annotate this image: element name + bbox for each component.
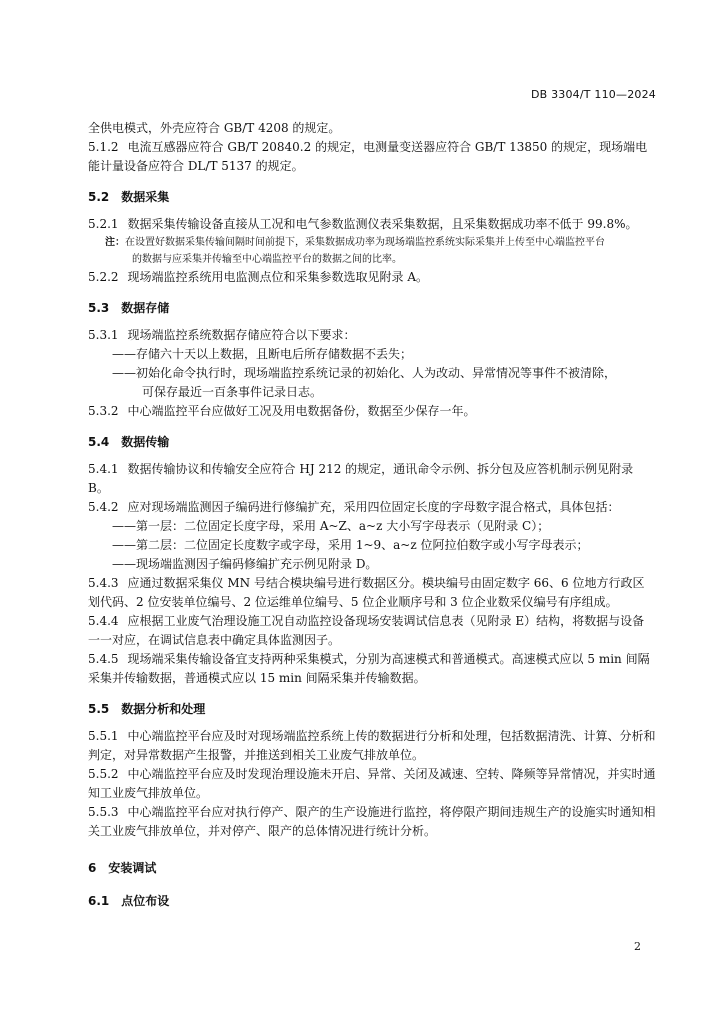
section-title: 数据采集 xyxy=(121,190,170,204)
clause-number: 5.5.1 xyxy=(88,729,119,743)
clause-text: 数据采集传输设备直接从工况和电气参数监测仪表采集数据，且采集数据成功率不低于 99.8%。 xyxy=(127,217,638,231)
clause-text: 中心端监控平台应及时发现治理设施未开启、异常、关闭及减速、空转、降频等异常情况，并实时通知工业废气排放单位。 xyxy=(88,767,656,800)
clause-text: 现场端采集传输设备宜支持两种采集模式，分别为高速模式和普通模式。高速模式应以 5 min 间隔采集并传输数据，普通模式应以 15 min 间隔采集并传输数据。 xyxy=(88,652,650,685)
note-5-2-1 xyxy=(88,234,656,251)
clause-text: 中心端监控平台应做好工况及用电数据备份，数据至少保存一年。 xyxy=(127,404,476,418)
chapter-title: 安装调试 xyxy=(108,861,157,875)
clause-number: 5.3.2 xyxy=(88,404,119,418)
clause-number: 5.5.3 xyxy=(88,805,119,819)
list-item: ——第二层：二位固定长度数字或字母，采用 1~9、a~z 位阿拉伯数字或小写字母表示； xyxy=(112,538,589,552)
list-item: ——初始化命令执行时，现场端监控系统记录的初始化、人为改动、异常情况等事件不被清除， xyxy=(112,366,617,380)
clause-5-1-2 xyxy=(88,138,656,176)
clause-5-4-5 xyxy=(88,650,656,688)
clause-5-3-1 xyxy=(88,326,656,345)
clause-number: 5.4.2 xyxy=(88,500,119,514)
chapter-heading-6 xyxy=(88,859,656,878)
clause-number: 5.2.2 xyxy=(88,270,119,284)
section-number: 6.1 xyxy=(88,894,110,908)
clause-text: 应通过数据采集仪 MN 号结合模块编号进行数据区分。模块编号由固定数字 66、6 位地方行政区划代码、2 位安装单位编号、2 位运维单位编号、5 位企业顺序号和 3 位企业数采仪编号有序组成。 xyxy=(88,576,645,609)
section-title: 数据传输 xyxy=(121,435,170,449)
clause-number: 5.5.2 xyxy=(88,767,119,781)
section-title: 点位布设 xyxy=(121,894,170,908)
document-body xyxy=(88,119,656,919)
clause-text: 中心端监控平台应及时对现场端监控系统上传的数据进行分析和处理，包括数据清洗、计算、分析和判定，对异常数据产生报警，并推送到相关工业废气排放单位。 xyxy=(88,729,656,762)
list-item: ——存储六十天以上数据，且断电后所存储数据不丢失； xyxy=(112,347,413,361)
clause-5-3-2 xyxy=(88,402,656,421)
clause-5-5-3 xyxy=(88,803,656,841)
page-number: 2 xyxy=(634,940,641,953)
section-heading-6-1 xyxy=(88,892,656,911)
clause-text: 现场端监控系统数据存储应符合以下要求： xyxy=(127,328,356,342)
clause-5-4-2 xyxy=(88,498,656,517)
clause-5-4-1 xyxy=(88,460,656,498)
note-text-line-1: 在设置好数据采集传输间隔时间前提下，采集数据成功率为现场端监控系统实际采集并上传至中心端监控平台 xyxy=(125,237,605,248)
section-number: 5.2 xyxy=(88,190,110,204)
section-heading-5-2 xyxy=(88,188,656,207)
clause-text: 应根据工业废气治理设施工况自动监控设备现场安装调试信息表（见附录 E）结构，将数据与设备一一对应，在调试信息表中确定具体监测因子。 xyxy=(88,614,645,647)
clause-text: 现场端监控系统用电监测点位和采集参数选取见附录 A。 xyxy=(127,270,429,284)
clause-text: 数据传输协议和传输安全应符合 HJ 212 的规定，通讯命令示例、拆分包及应答机制示例见附录 B。 xyxy=(88,462,634,495)
clause-number: 5.4.3 xyxy=(88,576,119,590)
clause-5-2-1 xyxy=(88,215,656,234)
section-heading-5-3 xyxy=(88,299,656,318)
paragraph-continuation: 全供电模式，外壳应符合 GB/T 4208 的规定。 xyxy=(88,121,341,135)
clause-5-2-2 xyxy=(88,268,656,287)
section-heading-5-5 xyxy=(88,700,656,719)
doc-code-header: DB 3304/T 110—2024 xyxy=(530,88,656,101)
section-number: 5.4 xyxy=(88,435,110,449)
list-item: ——现场端监测因子编码修编扩充示例见附录 D。 xyxy=(112,557,378,571)
section-number: 5.3 xyxy=(88,301,110,315)
clause-number: 5.3.1 xyxy=(88,328,119,342)
section-title: 数据分析和处理 xyxy=(121,702,206,716)
clause-text: 应对现场端监测因子编码进行修编扩充，采用四位固定长度的字母数字混合格式，具体包括： xyxy=(127,500,620,514)
section-heading-5-4 xyxy=(88,433,656,452)
section-title: 数据存储 xyxy=(121,301,170,315)
clause-5-4-3 xyxy=(88,574,656,612)
clause-text: 中心端监控平台应对执行停产、限产的生产设施进行监控，将停限产期间违规生产的设施实时通知相关工业废气排放单位，并对停产、限产的总体情况进行统计分析。 xyxy=(88,805,656,838)
note-text-line-2: 的数据与应采集并传输至中心端监控平台的数据之间的比率。 xyxy=(132,254,402,265)
list-item-continuation: 可保存最近一百条事件记录日志。 xyxy=(142,385,323,399)
clause-number: 5.1.2 xyxy=(88,140,119,154)
section-number: 5.5 xyxy=(88,702,110,716)
clause-number: 5.2.1 xyxy=(88,217,119,231)
clause-5-5-2 xyxy=(88,765,656,803)
clause-5-5-1 xyxy=(88,727,656,765)
note-label: 注： xyxy=(105,237,125,248)
clause-number: 5.4.5 xyxy=(88,652,119,666)
clause-text: 电流互感器应符合 GB/T 20840.2 的规定，电测量变送器应符合 GB/T 13850 的规定，现场端电能计量设备应符合 DL/T 5137 的规定。 xyxy=(88,140,648,173)
clause-number: 5.4.1 xyxy=(88,462,119,476)
clause-5-4-4 xyxy=(88,612,656,650)
clause-number: 5.4.4 xyxy=(88,614,119,628)
list-item: ——第一层：二位固定长度字母，采用 A~Z、a~z 大小写字母表示（见附录 C）； xyxy=(112,519,550,533)
chapter-number: 6 xyxy=(88,861,97,875)
